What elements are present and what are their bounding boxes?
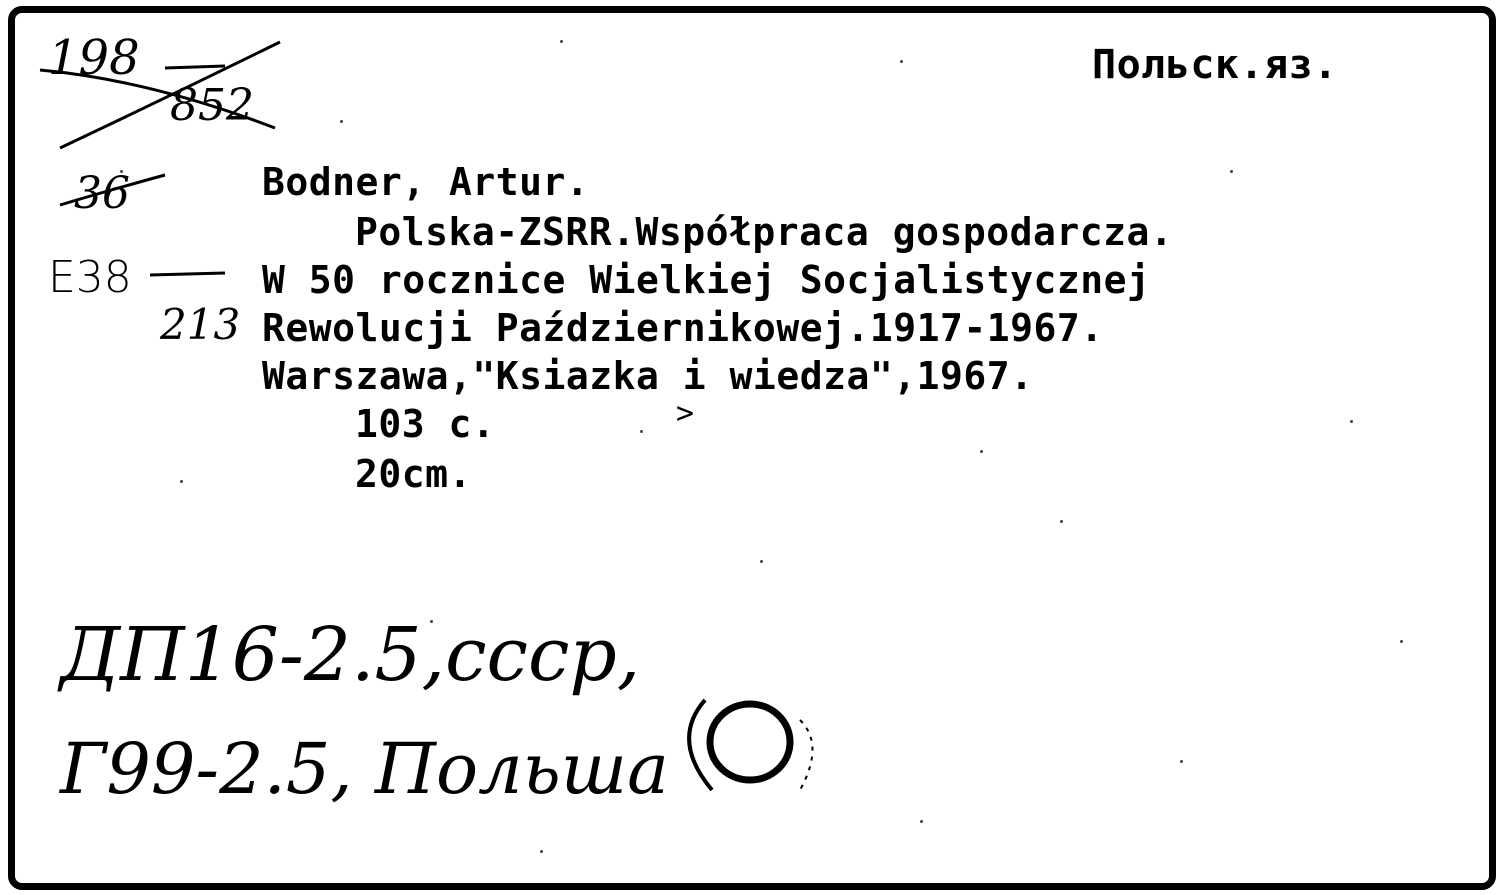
speck: [1350, 420, 1353, 423]
title-line-1: Polska-ZSRR.Współpraca gospodarcza.: [355, 210, 1174, 254]
author-line: Bodner, Artur.: [262, 160, 590, 204]
index-code: Е38: [48, 252, 132, 303]
pages-line: 103 c.: [355, 402, 496, 446]
speck: [340, 120, 343, 123]
speck: [1230, 170, 1233, 173]
index-subcode: 213: [160, 300, 241, 349]
speck: [540, 850, 543, 853]
crossed-call-number-3: 36: [74, 168, 130, 219]
handwritten-line-1: ДП16-2.5,ссср,: [60, 612, 641, 698]
language-label: Польск.яз.: [1092, 42, 1338, 88]
crossed-call-number-2: 852: [170, 80, 254, 131]
speck: [760, 560, 763, 563]
speck: [980, 450, 983, 453]
title-line-2: W 50 rocznice Wielkiej Socjalistycznej: [262, 258, 1151, 302]
handwritten-line-2: Г99-2.5, Польша: [60, 728, 669, 810]
speck: [560, 40, 563, 43]
speck: [1060, 520, 1063, 523]
speck: [180, 480, 183, 483]
speck: [640, 430, 643, 433]
small-mark: >: [676, 396, 695, 431]
crossed-call-number-1: 198: [48, 30, 140, 86]
imprint-line: Warszawa,"Ksiazka i wiedza",1967.: [262, 354, 1034, 398]
size-line: 20cm.: [355, 452, 472, 496]
speck: [900, 60, 903, 63]
speck: [1180, 760, 1183, 763]
speck: [1400, 640, 1403, 643]
speck: [920, 820, 923, 823]
title-line-3: Rewolucji Październikowej.1917-1967.: [262, 306, 1104, 350]
